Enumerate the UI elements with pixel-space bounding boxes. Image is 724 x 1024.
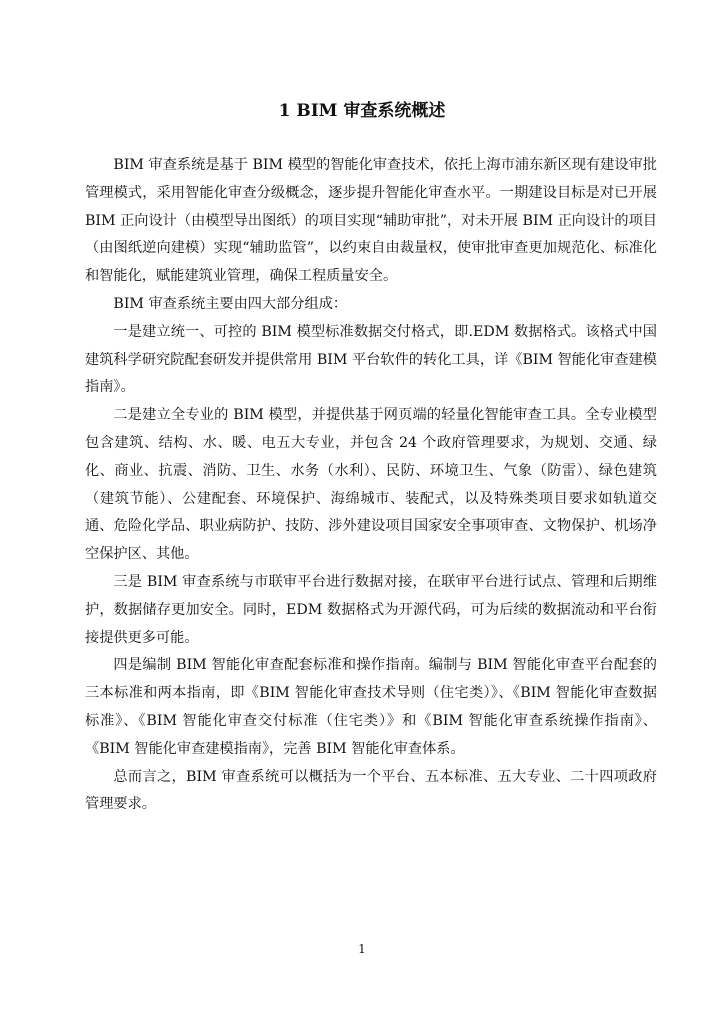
page-title: 1 BIM 审查系统概述 [278,101,446,121]
paragraph-summary: 总而言之，BIM 审查系统可以概括为一个平台、五本标准、五大专业、二十四项政府管理要求。 [85,768,657,813]
paragraph-components-intro: BIM 审查系统主要由四大部分组成： [113,295,348,312]
page-number: 1 [358,942,366,956]
paragraph-part-two: 二是建立全专业的 BIM 模型，并提供基于网页端的轻量化智能审查工具。全专业模型包含建筑、结构、水、暖、电五大专业，并包含 24 个政府管理要求，为规划、交通、绿化、商业、抗震、消防、卫生、水务（水利）、民防、环境卫生、气象（防雷）、绿色建筑（建筑节能）、公建配套、环境保护、海绵城市、装配式，以及特殊类项目要求如轨道交通、危险化学品、职业病防护、技防、涉外建设项目国家安全事项审查、文物保护、机场净空保护区、其他。 [85,407,657,563]
paragraph-part-one: 一是建立统一、可控的 BIM 模型标准数据交付格式，即.EDM 数据格式。该格式中国建筑科学研究院配套研发并提供常用 BIM 平台软件的转化工具，详《BIM 智能化审查建模指南》。 [85,323,657,396]
paragraph-overview: BIM 审查系统是基于 BIM 模型的智能化审查技术，依托上海市浦东新区现有建设审批管理模式，采用智能化审查分级概念，逐步提升智能化审查水平。一期建设目标是对已开展 BIM 正向设计（由模型导出图纸）的项目实现“辅助审批”，对未开展 BIM 正向设计的项目（由图纸逆向建模）实现“辅助监管”，以约束自由裁量权，使审批审查更加规范化、标准化和智能化，赋能建筑业管理，确保工程质量安全。 [85,157,657,285]
paragraph-part-four: 四是编制 BIM 智能化审查配套标准和操作指南。编制与 BIM 智能化审查平台配套的三本标准和两本指南，即《BIM 智能化审查技术导则（住宅类）》、《BIM 智能化审查数据标准》、《BIM 智能化审查交付标准（住宅类）》和《BIM 智能化审查系统操作指南》、《BIM 智能化审查建模指南》，完善 BIM 智能化审查体系。 [85,657,657,757]
document-body [85,152,657,819]
paragraph-part-three: 三是 BIM 审查系统与市联审平台进行数据对接，在联审平台进行试点、管理和后期维护，数据储存更加安全。同时，EDM 数据格式为开源代码，可为后续的数据流动和平台衔接提供更多可能。 [85,573,657,646]
